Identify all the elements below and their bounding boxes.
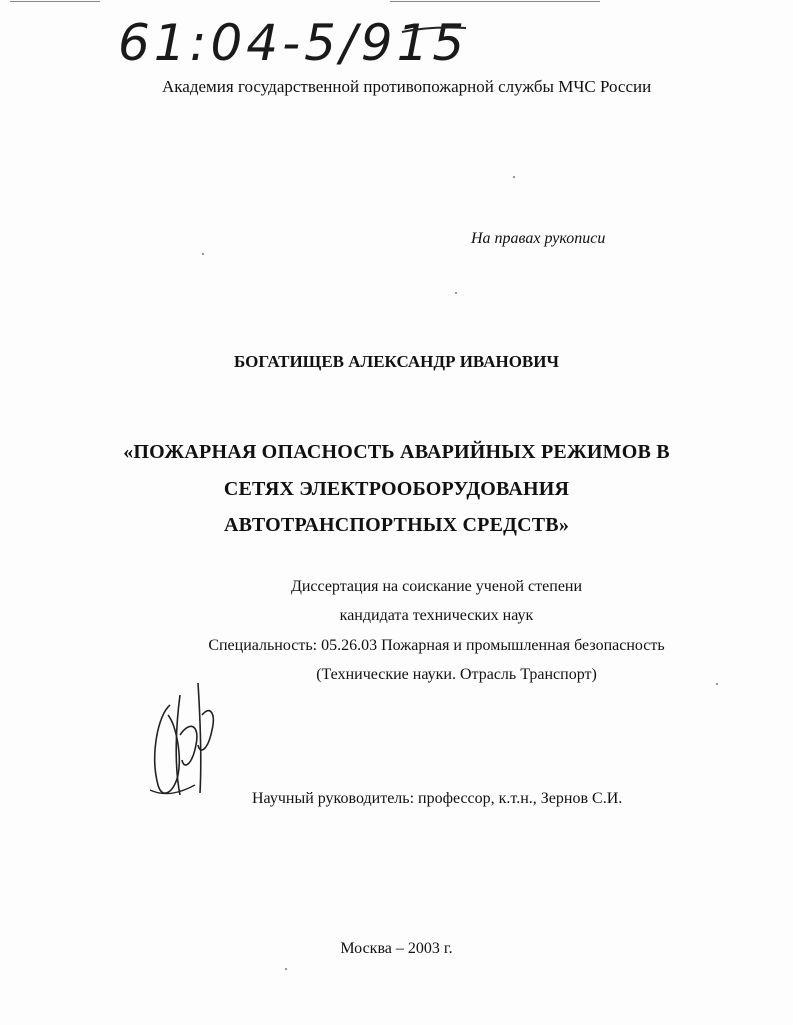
title-line-2: СЕТЯХ ЭЛЕКТРООБОРУДОВАНИЯ xyxy=(223,478,570,500)
field-line: (Технические науки. Отрасль Транспорт) xyxy=(316,666,597,683)
archive-number: 61:04-5/915 xyxy=(118,14,469,72)
scan-speck xyxy=(513,176,515,178)
institution-name: Академия государственной противопожарной службы МЧС России xyxy=(162,77,652,96)
author-name: БОГАТИЩЕВ АЛЕКСАНДР ИВАНОВИЧ xyxy=(234,352,559,371)
signature-mark xyxy=(140,675,230,815)
city-year: Москва – 2003 г. xyxy=(340,940,453,957)
scan-speck xyxy=(202,253,204,255)
scan-speck xyxy=(455,292,457,294)
scan-edge-line xyxy=(390,1,600,2)
supervisor-line: Научный руководитель: профессор, к.т.н., Зернов С.И. xyxy=(252,790,623,807)
degree-line-2: кандидата технических наук xyxy=(339,607,534,624)
scan-speck xyxy=(716,683,718,685)
title-line-3: АВТОТРАНСПОРТНЫХ СРЕДСТВ» xyxy=(223,514,570,536)
degree-line-1: Диссертация на соискание ученой степени xyxy=(290,578,583,595)
scan-speck xyxy=(285,968,287,970)
archive-number-underline xyxy=(400,24,470,36)
scan-edge-line xyxy=(10,1,100,2)
specialty-line: Специальность: 05.26.03 Пожарная и промышленная безопасность xyxy=(208,637,665,654)
rights-notice: На правах рукописи xyxy=(471,230,606,247)
title-line-1: «ПОЖАРНАЯ ОПАСНОСТЬ АВАРИЙНЫХ РЕЖИМОВ В xyxy=(123,441,670,463)
